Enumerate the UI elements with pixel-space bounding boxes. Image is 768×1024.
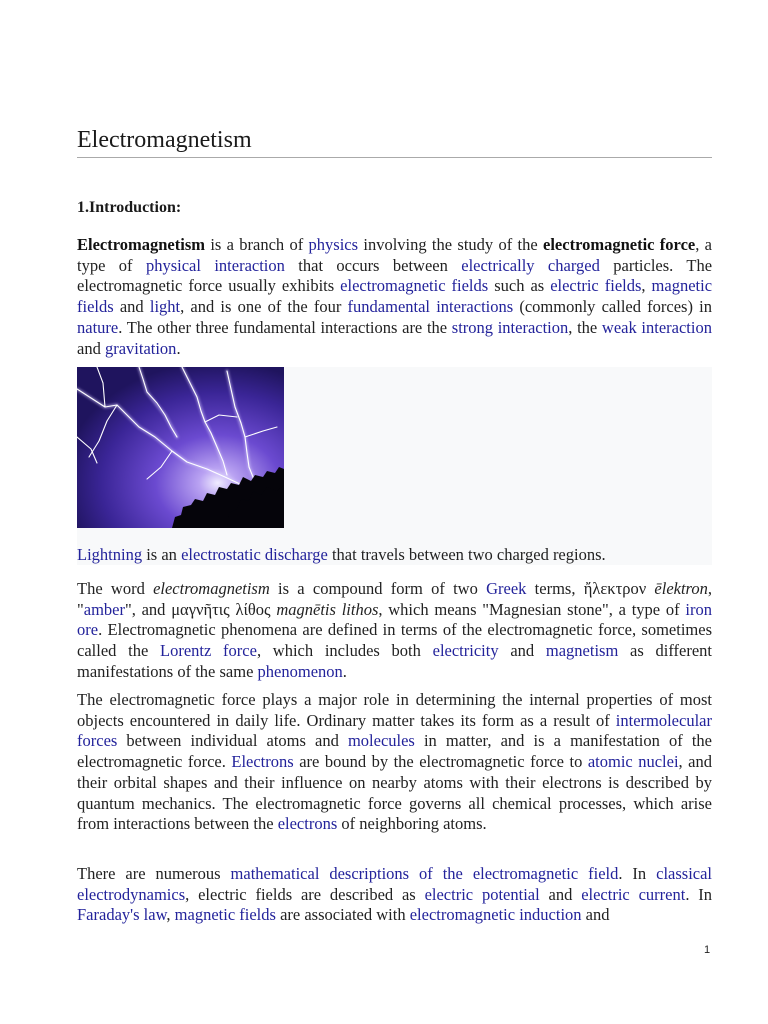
intro-paragraph: Electromagnetism is a branch of physics involving the study of the electromagnetic force, a type of physical interaction that occurs between electrically charged particles. The electromagnetic force usually exhibits electromagnetic fields such as electric fields, magnetic fields and light, and is one of the four fundamental interactions (commonly called forces) in nature. The other three fundamental interactions are the strong interaction, the weak interaction and gravitation.	[77, 235, 713, 358]
link-molecules[interactable]: molecules	[347, 731, 415, 751]
role-paragraph: The electromagnetic force plays a major role in determining the internal properties of most objects encountered in daily life. Ordinary matter takes its form as a result of intermolecular forces between individual atoms and molecules in matter, and is a manifestation of the electromagnetic force. Electrons are bound by the electromagnetic force to atomic nuclei, and their orbital shapes and their influence on nearby atoms with their electrons is described by quantum mechanics. The electromagnetic force governs all chemical processes, which arise from interactions between the electrons of neighboring atoms.	[77, 690, 712, 834]
link-gravitation[interactable]: gravitation	[104, 338, 177, 358]
link-nature[interactable]: nature	[77, 317, 119, 337]
link-atomic-nuclei[interactable]: atomic nuclei	[587, 752, 679, 772]
link-light[interactable]: light	[149, 297, 181, 317]
document-page	[77, 0, 712, 1024]
link-magnetic-fields[interactable]: magnetic fields	[77, 276, 713, 317]
link-intermolecular-forces[interactable]: intermolecular forces	[77, 710, 712, 751]
link-strong-interaction[interactable]: strong interaction	[451, 317, 569, 337]
descriptions-paragraph: There are numerous mathematical descriptions of the electromagnetic field. In classical electrodynamics, electric fields are described as electric potential and electric current. In Faraday's law, magnetic fields are associated with electromagnetic induction and	[77, 864, 713, 925]
link-electric-current[interactable]: electric current	[581, 884, 686, 904]
link-electricity[interactable]: electricity	[432, 641, 499, 661]
link-greek[interactable]: Greek	[486, 579, 527, 598]
term-electromagnetism: Electromagnetism	[77, 235, 205, 254]
link-electrostatic-discharge[interactable]: electrostatic discharge	[181, 545, 328, 564]
lightning-image[interactable]	[77, 367, 284, 528]
link-electromagnetic-induction[interactable]: electromagnetic induction	[409, 905, 582, 925]
link-iron-ore[interactable]: iron ore	[77, 599, 712, 640]
link-electric-fields[interactable]: electric fields	[550, 276, 642, 296]
page-number: 1	[704, 944, 711, 956]
link-classical-electrodynamics[interactable]: classical electrodynamics	[77, 864, 713, 904]
link-electrically-charged[interactable]: electrically charged	[461, 255, 600, 275]
page-title: Electromagnetism	[77, 126, 712, 158]
link-faradays-law[interactable]: Faraday's law	[77, 905, 167, 925]
section-heading: 1.Introduction:	[77, 199, 182, 216]
link-phenomenon[interactable]: phenomenon	[257, 661, 343, 681]
link-magnetism[interactable]: magnetism	[545, 641, 619, 661]
etymology-paragraph: The word electromagnetism is a compound form of two Greek terms, ἤλεκτρον ēlektron, "amber", and μαγνῆτις λίθος magnētis lithos, which means "Magnesian stone", a type of iron ore. Electromagnetic phenomena are defined in terms of the electromagnetic force, sometimes called the Lorentz force, which includes both electricity and magnetism as different manifestations of the same phenomenon.	[77, 579, 712, 681]
link-magnetic-fields-2[interactable]: magnetic fields	[174, 905, 276, 925]
term-electromagnetic-force: electromagnetic force	[543, 235, 696, 254]
link-electromagnetic-fields[interactable]: electromagnetic fields	[340, 276, 489, 296]
link-lorentz-force[interactable]: Lorentz force	[160, 641, 257, 661]
link-electrons-bound[interactable]: Electrons	[231, 752, 294, 772]
link-amber[interactable]: amber	[83, 599, 125, 619]
figure-caption: Lightning is an electrostatic discharge that travels between two charged regions.	[77, 545, 606, 564]
link-fundamental-interactions[interactable]: fundamental interactions	[347, 297, 514, 317]
link-mathematical-descriptions[interactable]: mathematical descriptions of the electromagnetic field	[230, 864, 619, 883]
link-lightning[interactable]: Lightning	[77, 545, 143, 564]
link-physical-interaction[interactable]: physical interaction	[145, 255, 285, 275]
lightning-figure	[77, 367, 712, 565]
link-electrons[interactable]: electrons	[277, 814, 338, 834]
link-weak-interaction[interactable]: weak interaction	[601, 317, 712, 337]
link-physics[interactable]: physics	[308, 235, 359, 254]
link-electric-potential[interactable]: electric potential	[424, 884, 540, 904]
